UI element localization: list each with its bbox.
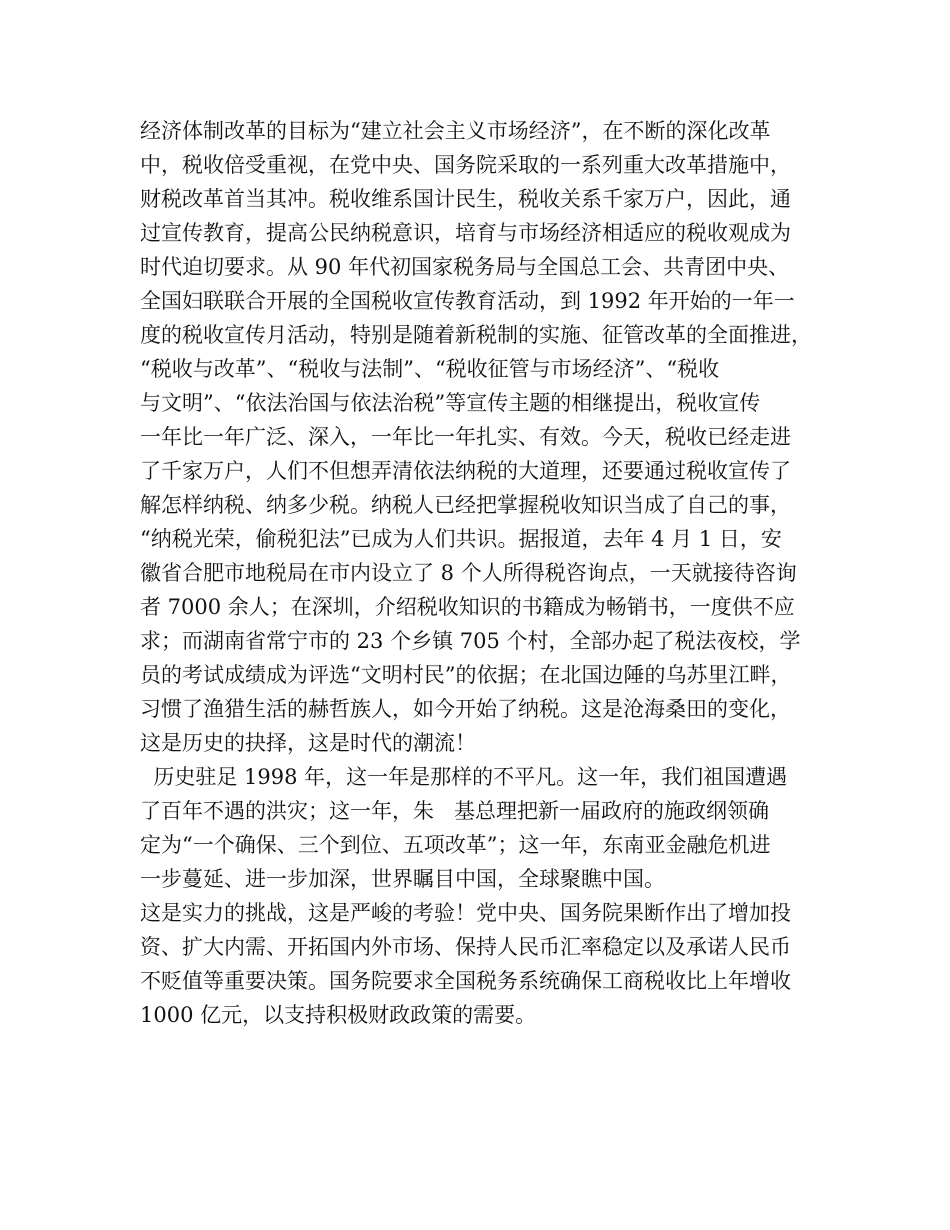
text-line: 解怎样纳税、纳多少税。纳税人已经把掌握税收知识当成了自己的事， [140, 493, 791, 517]
text-line: 不贬值等重要决策。国务院要求全国税务系统确保工商税收比上年增收 [140, 969, 791, 993]
text-line: 这是实力的挑战，这是严峻的考验！党中央、国务院果断作出了增加投 [140, 901, 791, 925]
text-line: 一年比一年广泛、深入，一年比一年扎实、有效。今天，税收已经走进 [140, 425, 791, 449]
text-line: 财税改革首当其冲。税收维系国计民生，税收关系千家万户，因此，通 [140, 187, 791, 211]
text-line: 求；而湖南省常宁市的 23 个乡镇 705 个村，全部办起了税法夜校，学 [140, 629, 801, 653]
text-line: 时代迫切要求。从 90 年代初国家税务局与全国总工会、共青团中央、 [140, 255, 790, 279]
text-line: 资、扩大内需、开拓国内外市场、保持人民币汇率稳定以及承诺人民币 [140, 935, 791, 959]
text-line: 徽省合肥市地税局在市内设立了 8 个人所得税咨询点，一天就接待咨询 [140, 561, 797, 585]
text-line: 一步蔓延、进一步加深，世界瞩目中国，全球聚瞧中国。 [140, 867, 665, 891]
text-line: 中，税收倍受重视，在党中央、国务院采取的一系列重大改革措施中， [140, 153, 791, 177]
text-line: 定为“一个确保、三个到位、五项改革”；这一年，东南亚金融危机进 [140, 833, 771, 857]
text-line: 度的税收宣传月活动，特别是随着新税制的实施、征管改革的全面推进， [140, 323, 812, 347]
text-line: “税收与改革”、“税收与法制”、“税收征管与市场经济”、“税收 [140, 357, 720, 381]
text-line: “纳税光荣，偷税犯法”已成为人们共识。据报道，去年 4 月 1 日，安 [140, 527, 782, 551]
text-line: 者 7000 余人；在深圳，介绍税收知识的书籍成为畅销书，一度供不应 [140, 595, 795, 619]
text-line: 全国妇联联合开展的全国税收宣传教育活动，到 1992 年开始的一年一 [140, 289, 795, 313]
text-line: 经济体制改革的目标为“建立社会主义市场经济”，在不断的深化改革 [140, 119, 771, 143]
text-line: 了千家万户，人们不但想弄清依法纳税的大道理，还要通过税收宣传了 [140, 459, 791, 483]
text-line: 员的考试成绩成为评选“文明村民”的依据；在北国边陲的乌苏里江畔， [140, 663, 792, 687]
text-line: 历史驻足 1998 年，这一年是那样的不平凡。这一年，我们祖国遭遇 [140, 765, 788, 789]
text-line: 了百年不遇的洪灾；这一年，朱 基总理把新一届政府的施政纲领确 [140, 799, 770, 823]
text-line: 与文明”、“依法治国与依法治税”等宣传主题的相继提出，税收宣传 [140, 391, 761, 415]
text-line: 这是历史的抉择，这是时代的潮流！ [140, 731, 476, 755]
text-line: 习惯了渔猎生活的赫哲族人，如今开始了纳税。这是沧海桑田的变化， [140, 697, 791, 721]
document-body [140, 114, 830, 1032]
text-line: 1000 亿元，以支持积极财政政策的需要。 [140, 1003, 537, 1027]
text-line: 过宣传教育，提高公民纳税意识，培育与市场经济相适应的税收观成为 [140, 221, 791, 245]
